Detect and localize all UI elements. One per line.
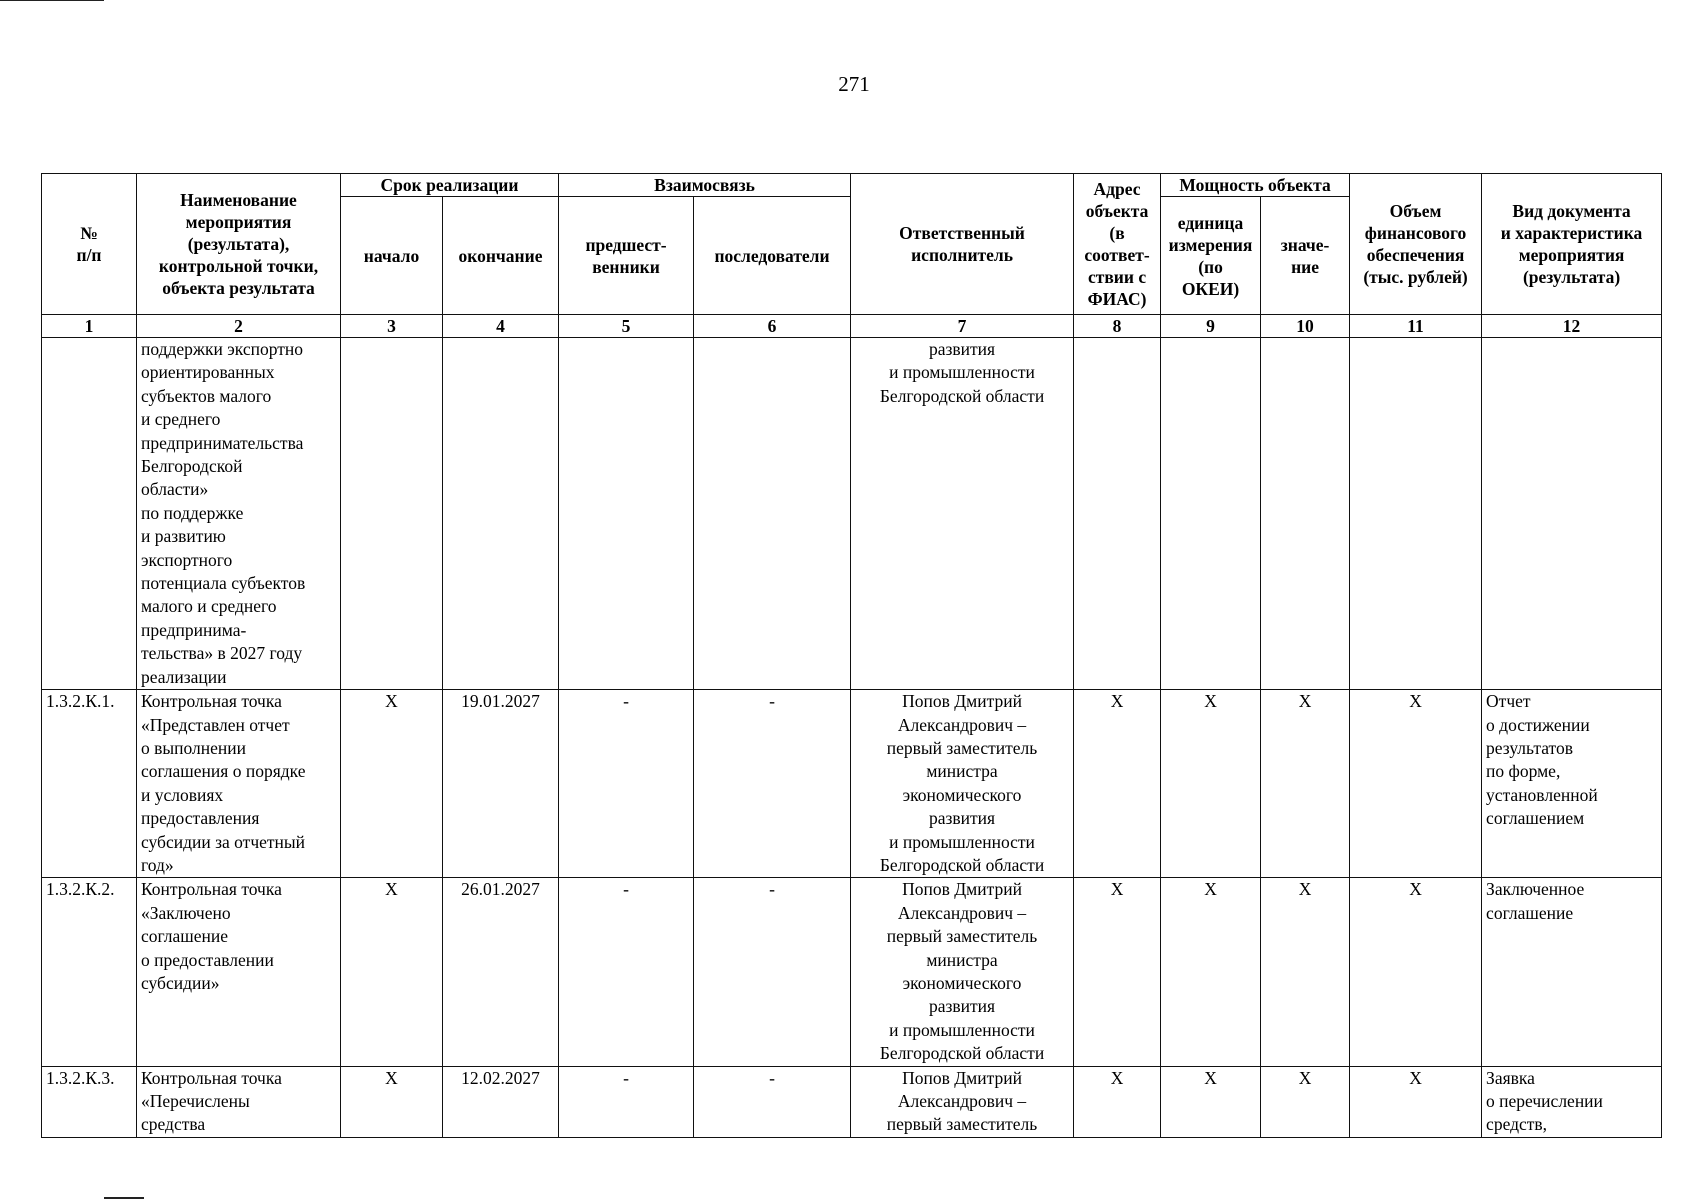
cell-start: X	[341, 878, 443, 1066]
cell-doc-type: Заключенное соглашение	[1482, 878, 1662, 1066]
cell-predecessors	[559, 338, 694, 690]
cell-end: 19.01.2027	[443, 690, 559, 878]
cell-funding: X	[1350, 878, 1482, 1066]
table-row	[42, 878, 1662, 1066]
header-unit: единица измерения (по ОКЕИ)	[1161, 197, 1261, 315]
cell-successors: -	[694, 878, 851, 1066]
header-predecessors: предшест- венники	[559, 197, 694, 315]
cell-address: X	[1074, 1066, 1161, 1137]
cell-address	[1074, 338, 1161, 690]
column-number: 1	[42, 315, 137, 338]
table-row	[42, 690, 1662, 878]
column-number: 5	[559, 315, 694, 338]
scan-edge-mark	[0, 0, 104, 1]
cell-address: X	[1074, 690, 1161, 878]
cell-end: 26.01.2027	[443, 878, 559, 1066]
cell-unit	[1161, 338, 1261, 690]
table-row	[42, 338, 1662, 690]
header-capacity-group: Мощность объекта	[1161, 174, 1350, 197]
cell-name: Контрольная точка «Перечислены средства	[137, 1066, 341, 1137]
cell-doc-type	[1482, 338, 1662, 690]
cell-name: поддержки экспортно ориентированных субъектов малого и среднего предпринимательства Белгородской области» по поддержке и развитию экспортного потенциала субъектов малого и среднего предпринима- тельства» в 2027 году реализации	[137, 338, 341, 690]
column-number: 8	[1074, 315, 1161, 338]
scan-edge-mark	[104, 1197, 144, 1199]
header-value: значе- ние	[1261, 197, 1350, 315]
cell-value	[1261, 338, 1350, 690]
header-successors: последователи	[694, 197, 851, 315]
column-number: 10	[1261, 315, 1350, 338]
cell-address: X	[1074, 878, 1161, 1066]
cell-successors: -	[694, 1066, 851, 1137]
cell-successors	[694, 338, 851, 690]
cell-doc-type: Заявка о перечислении средств,	[1482, 1066, 1662, 1137]
table-body	[42, 338, 1662, 1138]
cell-doc-type: Отчет о достижении результатов по форме, установленной соглашением	[1482, 690, 1662, 878]
cell-end: 12.02.2027	[443, 1066, 559, 1137]
column-number: 11	[1350, 315, 1482, 338]
cell-predecessors: -	[559, 1066, 694, 1137]
cell-responsible: Попов Дмитрий Александрович – первый заместитель	[851, 1066, 1074, 1137]
implementation-plan-table	[41, 173, 1662, 1138]
header-link-group: Взаимосвязь	[559, 174, 851, 197]
header-funding: Объем финансового обеспечения (тыс. рублей)	[1350, 174, 1482, 315]
cell-num: 1.3.2.К.1.	[42, 690, 137, 878]
column-number: 9	[1161, 315, 1261, 338]
cell-value: X	[1261, 690, 1350, 878]
cell-start: X	[341, 1066, 443, 1137]
column-number: 7	[851, 315, 1074, 338]
cell-responsible: развития и промышленности Белгородской области	[851, 338, 1074, 690]
header-name: Наименование мероприятия (результата), контрольной точки, объекта результата	[137, 174, 341, 315]
cell-value: X	[1261, 878, 1350, 1066]
header-num: № п/п	[42, 174, 137, 315]
header-start: начало	[341, 197, 443, 315]
cell-unit: X	[1161, 878, 1261, 1066]
cell-predecessors: -	[559, 690, 694, 878]
table-row	[42, 1066, 1662, 1137]
cell-funding: X	[1350, 1066, 1482, 1137]
page-number: 271	[838, 72, 870, 96]
cell-end	[443, 338, 559, 690]
cell-name: Контрольная точка «Представлен отчет о выполнении соглашения о порядке и условиях предоставления субсидии за отчетный год»	[137, 690, 341, 878]
cell-unit: X	[1161, 690, 1261, 878]
header-doc-type: Вид документа и характеристика мероприятия (результата)	[1482, 174, 1662, 315]
cell-funding	[1350, 338, 1482, 690]
cell-responsible: Попов Дмитрий Александрович – первый заместитель министра экономического развития и промышленности Белгородской области	[851, 690, 1074, 878]
header-address: Адрес объекта (в соответ- ствии с ФИАС)	[1074, 174, 1161, 315]
cell-num	[42, 338, 137, 690]
cell-value: X	[1261, 1066, 1350, 1137]
column-number: 3	[341, 315, 443, 338]
cell-unit: X	[1161, 1066, 1261, 1137]
column-number: 4	[443, 315, 559, 338]
cell-start	[341, 338, 443, 690]
header-responsible: Ответственный исполнитель	[851, 174, 1074, 315]
cell-num: 1.3.2.К.3.	[42, 1066, 137, 1137]
table-header	[42, 174, 1662, 338]
column-number: 12	[1482, 315, 1662, 338]
header-end: окончание	[443, 197, 559, 315]
cell-responsible: Попов Дмитрий Александрович – первый заместитель министра экономического развития и промышленности Белгородской области	[851, 878, 1074, 1066]
header-term-group: Срок реализации	[341, 174, 559, 197]
cell-predecessors: -	[559, 878, 694, 1066]
column-number: 6	[694, 315, 851, 338]
cell-num: 1.3.2.К.2.	[42, 878, 137, 1066]
cell-start: X	[341, 690, 443, 878]
column-number: 2	[137, 315, 341, 338]
cell-name: Контрольная точка «Заключено соглашение о предоставлении субсидии»	[137, 878, 341, 1066]
cell-funding: X	[1350, 690, 1482, 878]
cell-successors: -	[694, 690, 851, 878]
